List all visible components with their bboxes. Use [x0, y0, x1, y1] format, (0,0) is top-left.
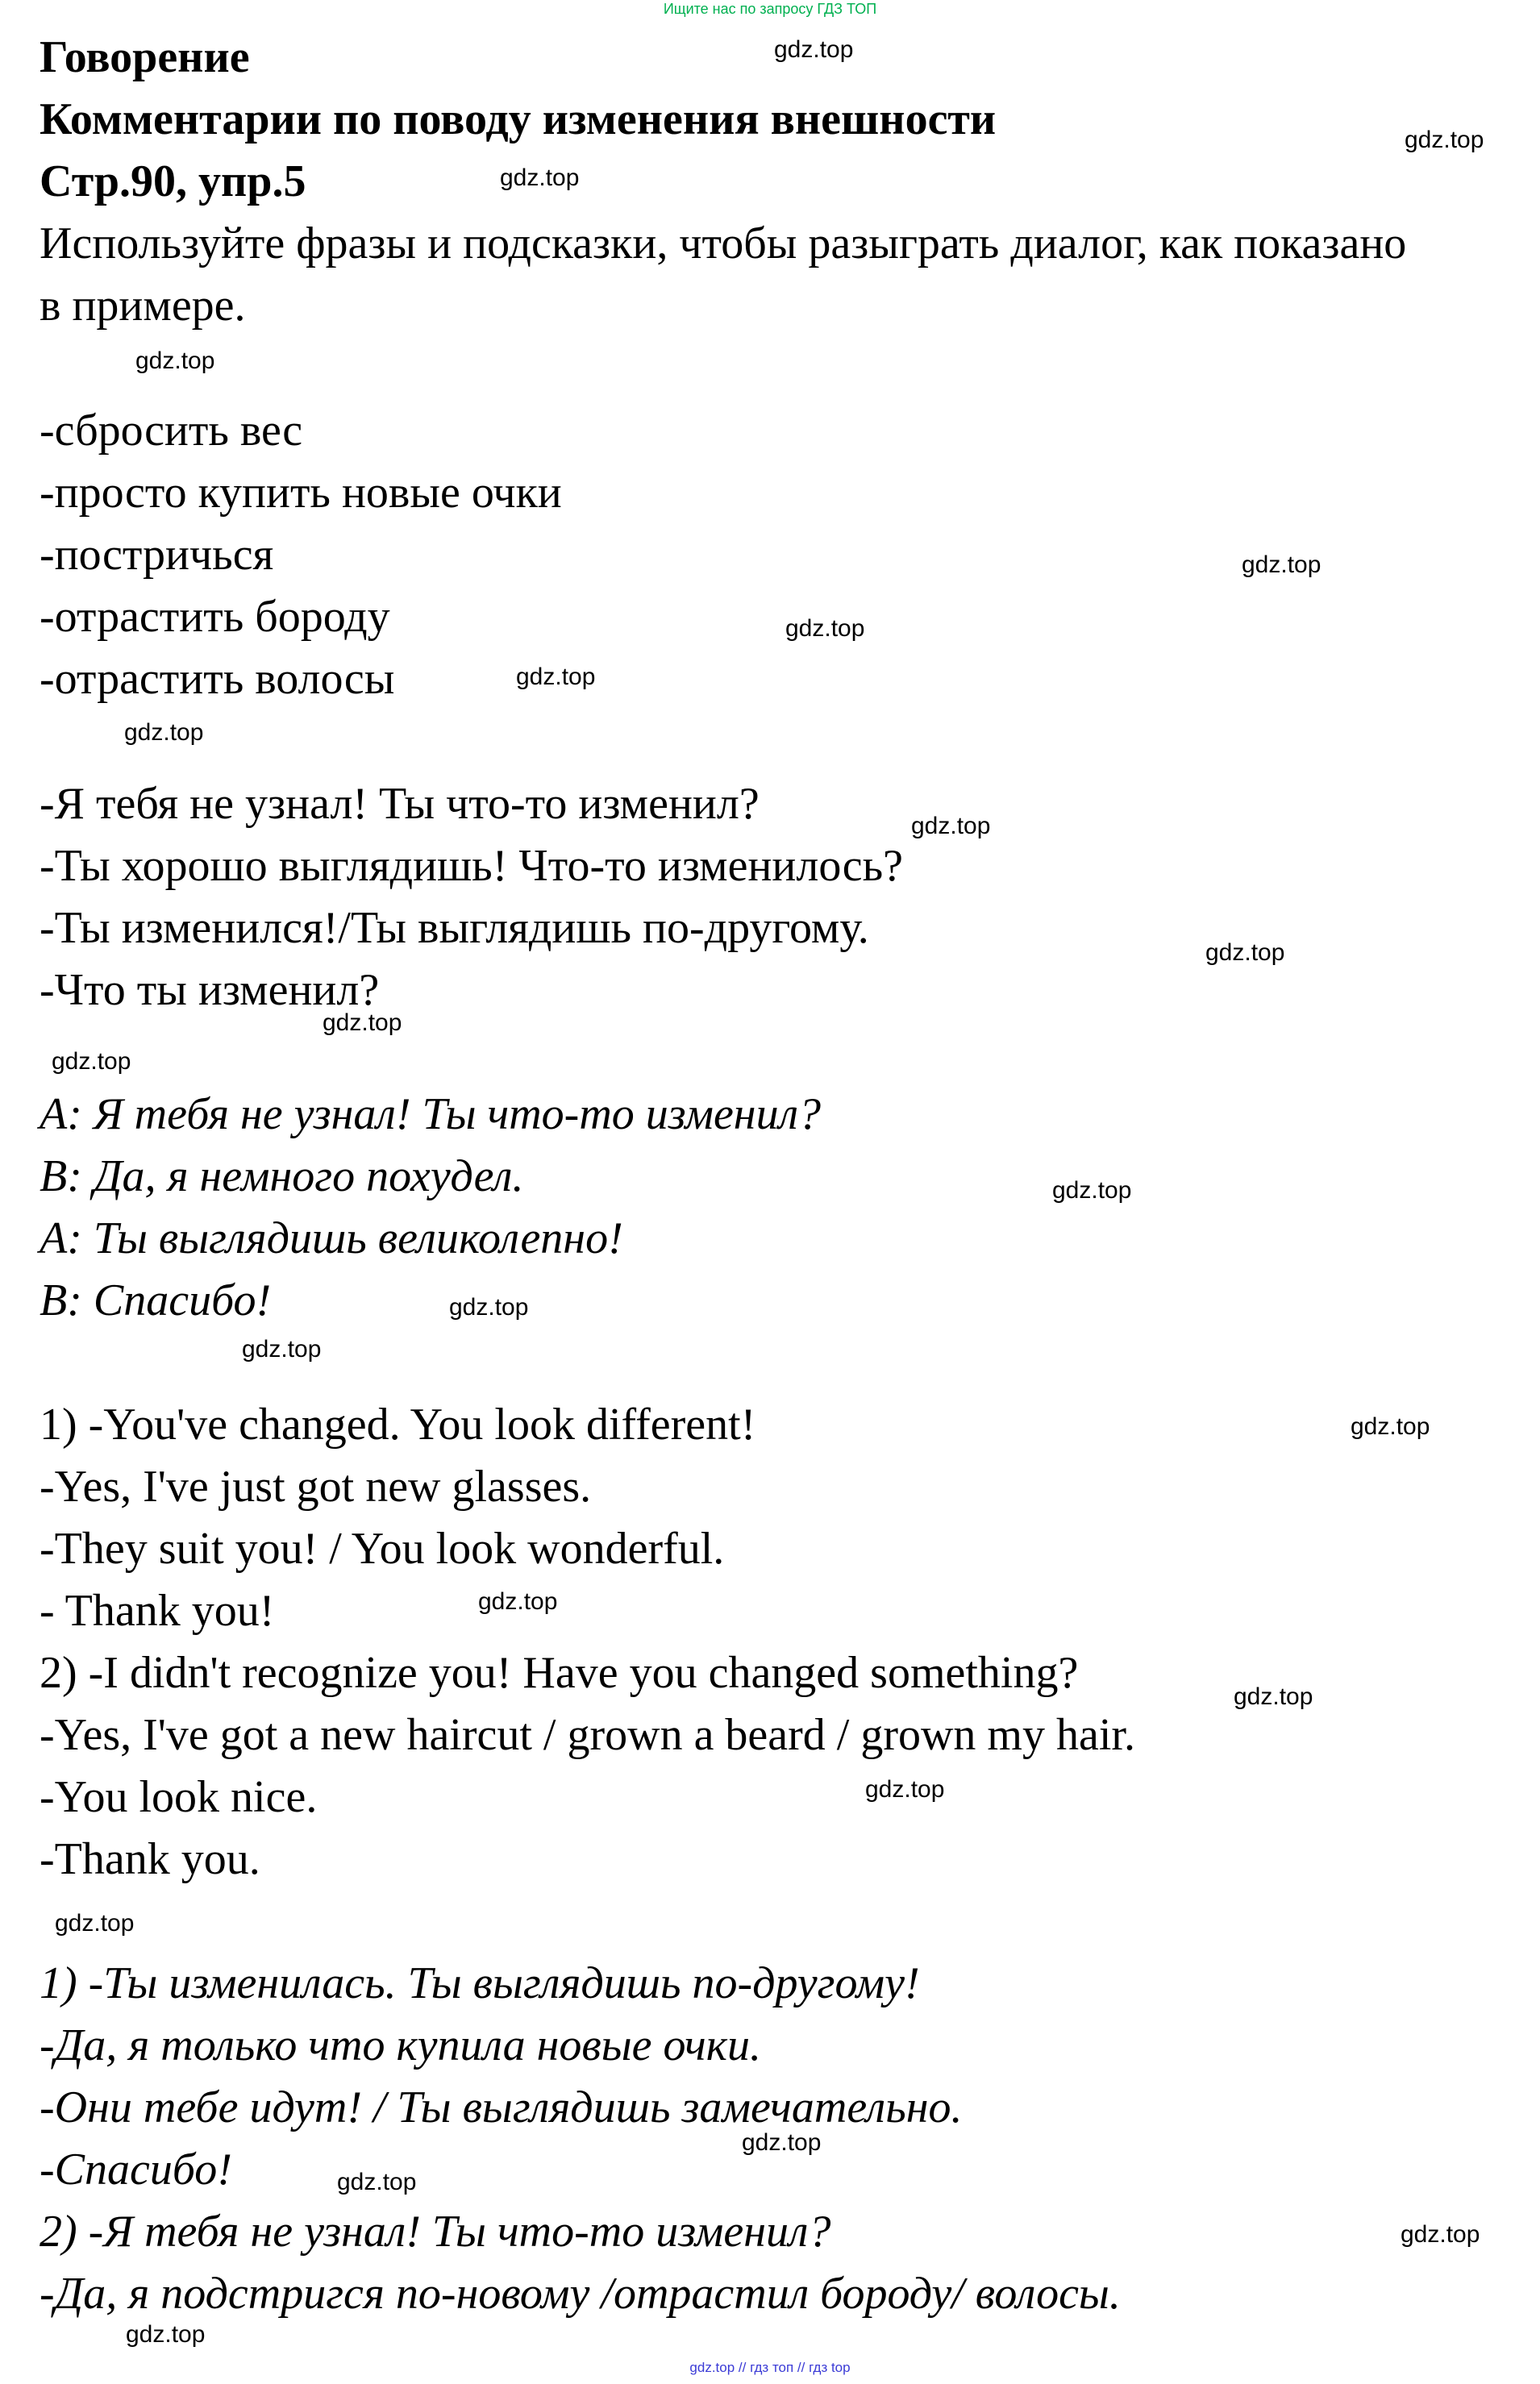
- watermark: gdz.top: [865, 1776, 945, 1803]
- instruction-line-2: в примере.: [40, 281, 246, 331]
- watermark: gdz.top: [1234, 1683, 1313, 1710]
- watermark: gdz.top: [516, 664, 596, 690]
- prompt-item: -отрастить волосы: [40, 654, 395, 704]
- english-line: -You look nice.: [40, 1772, 318, 1822]
- watermark: gdz.top: [55, 1910, 135, 1937]
- watermark: gdz.top: [126, 2321, 206, 2348]
- translation-line: -Спасибо!: [40, 2145, 232, 2195]
- watermark: gdz.top: [774, 36, 854, 63]
- watermark: gdz.top: [242, 1336, 322, 1363]
- translation-line: 1) -Ты изменилась. Ты выглядишь по-другому!: [40, 1958, 920, 2008]
- prompt-item: -просто купить новые очки: [40, 468, 562, 518]
- phrase-item: -Ты изменился!/Ты выглядишь по-другому.: [40, 903, 869, 953]
- watermark: gdz.top: [500, 164, 580, 191]
- prompt-item: -постричься: [40, 530, 274, 580]
- prompt-item: -сбросить вес: [40, 406, 303, 456]
- translation-line: -Да, я подстригся по-новому /отрастил бороду/ волосы.: [40, 2269, 1121, 2319]
- instruction-line-1: Используйте фразы и подсказки, чтобы разыграть диалог, как показано: [40, 218, 1407, 268]
- watermark: gdz.top: [478, 1588, 558, 1615]
- example-line: A: Ты выглядишь великолепно!: [40, 1213, 623, 1263]
- bottom-banner: gdz.top // гдз топ // гдз top: [689, 2360, 851, 2375]
- watermark: gdz.top: [449, 1294, 529, 1321]
- english-line: -Yes, I've just got new glasses.: [40, 1462, 592, 1512]
- top-banner: Ищите нас по запросу ГДЗ ТОП: [663, 1, 877, 17]
- watermark: gdz.top: [1242, 551, 1321, 578]
- watermark: gdz.top: [124, 719, 204, 746]
- phrase-item: -Что ты изменил?: [40, 965, 380, 1015]
- phrase-item: -Ты хорошо выглядишь! Что-то изменилось?: [40, 841, 903, 891]
- phrase-item: -Я тебя не узнал! Ты что-то изменил?: [40, 779, 760, 829]
- watermark: gdz.top: [1401, 2221, 1480, 2248]
- watermark: gdz.top: [1405, 127, 1484, 153]
- topic-title: Комментарии по поводу изменения внешности: [40, 94, 997, 144]
- english-line: -Thank you.: [40, 1834, 260, 1884]
- translation-line: -Они тебе идут! / Ты выглядишь замечательно.: [40, 2082, 963, 2132]
- english-line: - Thank you!: [40, 1586, 275, 1636]
- english-line: 2) -I didn't recognize you! Have you changed something?: [40, 1648, 1079, 1698]
- watermark: gdz.top: [911, 813, 991, 839]
- section-title: Говорение: [40, 32, 250, 82]
- watermark: gdz.top: [135, 347, 215, 374]
- watermark: gdz.top: [1205, 939, 1285, 966]
- translation-line: -Да, я только что купила новые очки.: [40, 2020, 761, 2070]
- english-line: 1) -You've changed. You look different!: [40, 1400, 756, 1450]
- exercise-title: Стр.90, упр.5: [40, 156, 306, 206]
- english-line: -They suit you! / You look wonderful.: [40, 1524, 725, 1574]
- example-line: A: Я тебя не узнал! Ты что-то изменил?: [40, 1089, 822, 1139]
- watermark: gdz.top: [337, 2169, 417, 2195]
- watermark: gdz.top: [1052, 1177, 1132, 1204]
- example-line: B: Спасибо!: [40, 1275, 272, 1325]
- english-line: -Yes, I've got a new haircut / grown a beard / grown my hair.: [40, 1710, 1135, 1760]
- watermark: gdz.top: [52, 1048, 131, 1075]
- watermark: gdz.top: [742, 2129, 822, 2156]
- prompt-item: -отрастить бороду: [40, 592, 390, 642]
- watermark: gdz.top: [1351, 1413, 1430, 1440]
- watermark: gdz.top: [785, 615, 865, 642]
- example-line: B: Да, я немного похудел.: [40, 1151, 524, 1201]
- translation-line: 2) -Я тебя не узнал! Ты что-то изменил?: [40, 2207, 831, 2257]
- watermark: gdz.top: [323, 1009, 402, 1036]
